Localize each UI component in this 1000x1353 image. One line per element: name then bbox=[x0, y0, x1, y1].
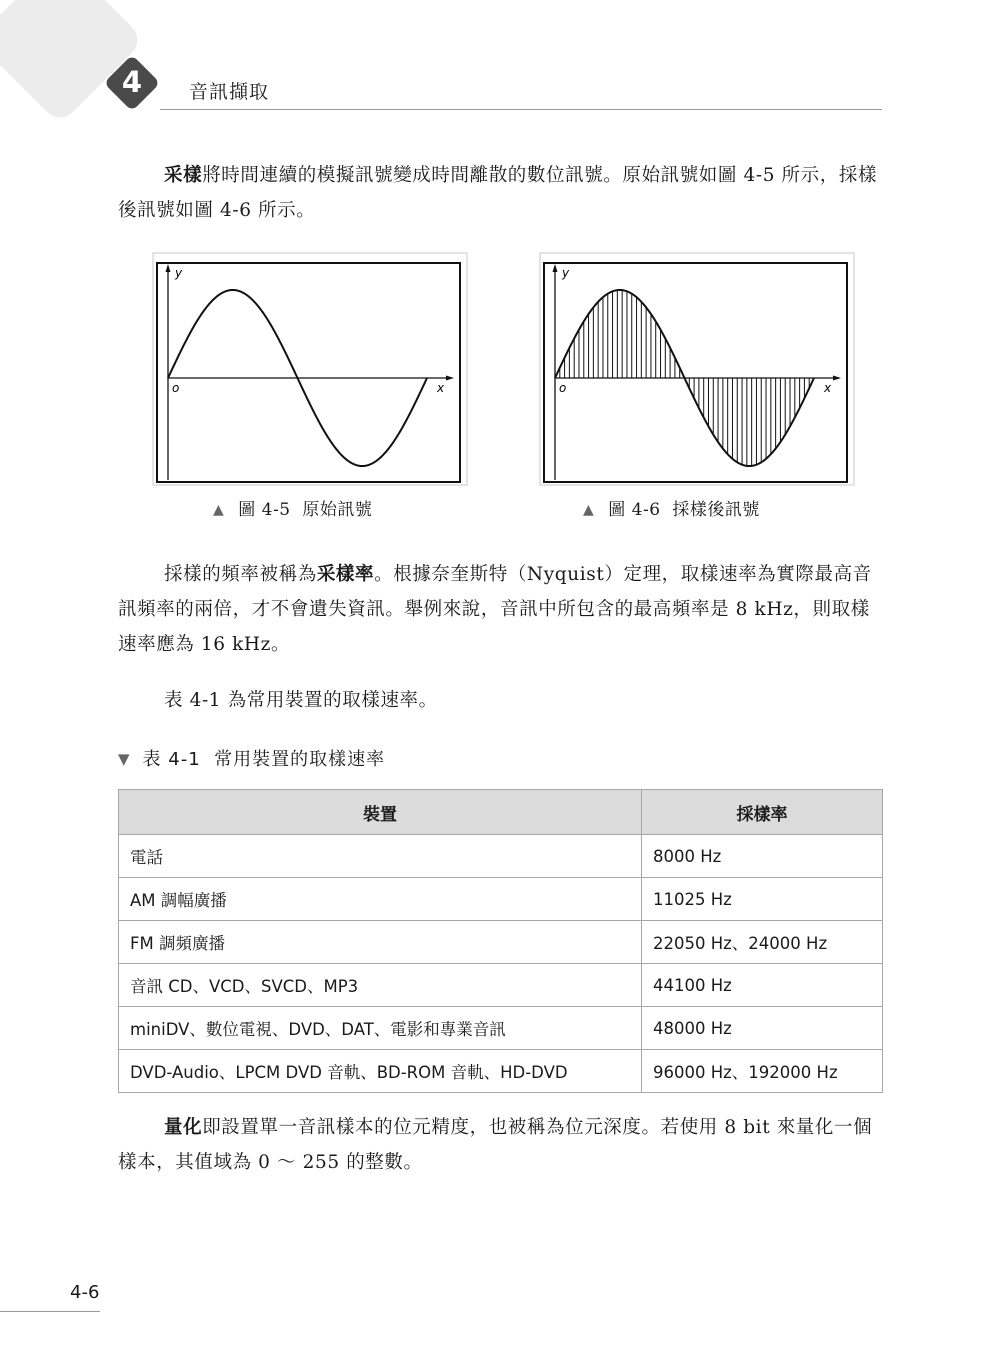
paragraph-quantization-text: 即設置單一音訊樣本的位元精度，也被稱為位元深度。若使用 8 bit 來量化一個樣本，其值域為 0 ～ 255 的整數。 bbox=[118, 1117, 873, 1173]
device-cell: DVD-Audio、LPCM DVD 音軌、BD-ROM 音軌、HD-DVD bbox=[119, 1050, 642, 1093]
page-number: 4-6 bbox=[70, 1282, 100, 1303]
figure-original-signal bbox=[152, 252, 468, 486]
table-row bbox=[119, 878, 883, 921]
paragraph-sampling-rate bbox=[118, 557, 883, 662]
table-number: 表 4-1 bbox=[142, 749, 201, 770]
y-axis-label: y bbox=[175, 266, 183, 280]
footer-rule bbox=[0, 1311, 100, 1312]
rate-cell: 8000 Hz bbox=[642, 835, 883, 878]
sampling-rate-table bbox=[118, 789, 883, 1093]
figure-caption-sampled bbox=[583, 495, 760, 520]
device-cell: FM 調頻廣播 bbox=[119, 921, 642, 964]
table-header-row bbox=[119, 790, 883, 835]
table-row bbox=[119, 1007, 883, 1050]
term-quantization: 量化 bbox=[164, 1117, 203, 1138]
rate-cell: 22050 Hz、24000 Hz bbox=[642, 921, 883, 964]
chapter-title: 音訊擷取 bbox=[189, 81, 270, 103]
chapter-number: 4 bbox=[121, 65, 143, 99]
table-row bbox=[119, 1050, 883, 1093]
figure-title: 原始訊號 bbox=[302, 500, 373, 520]
device-cell: miniDV、數位電視、DVD、DAT、電影和專業音訊 bbox=[119, 1007, 642, 1050]
rate-cell: 11025 Hz bbox=[642, 878, 883, 921]
column-header-rate: 採樣率 bbox=[642, 790, 883, 835]
table-row bbox=[119, 964, 883, 1007]
figure-title: 採樣後訊號 bbox=[672, 500, 760, 520]
paragraph-table-intro: 表 4-1 為常用裝置的取樣速率。 bbox=[164, 690, 438, 711]
origin-label: o bbox=[172, 381, 180, 395]
paragraph-sampling-rate-text-1: 採樣的頻率被稱為 bbox=[164, 564, 317, 585]
column-header-device: 裝置 bbox=[119, 790, 642, 835]
device-cell: 電話 bbox=[119, 835, 642, 878]
device-cell: 音訊 CD、VCD、SVCD、MP3 bbox=[119, 964, 642, 1007]
y-axis-label: y bbox=[562, 266, 570, 280]
table-title: 常用裝置的取樣速率 bbox=[214, 749, 386, 770]
header-rule bbox=[160, 109, 882, 110]
paragraph-sampling-text: 將時間連續的模擬訊號變成時間離散的數位訊號。原始訊號如圖 4-5 所示，採樣後訊號如圖 4-6 所示。 bbox=[118, 165, 878, 221]
paragraph-sampling-rate-text-2: 。根據奈奎斯特（Nyquist）定理，取樣速率為實際最高音訊頻率的兩倍，才不會遺失資訊。舉例來說，音訊中所包含的最高頻率是 8 kHz，則取樣速率應為 16 kHz。 bbox=[118, 564, 872, 655]
paragraph-sampling bbox=[118, 158, 883, 228]
figure-sampled-signal bbox=[539, 252, 855, 486]
device-cell: AM 調幅廣播 bbox=[119, 878, 642, 921]
x-axis-label: x bbox=[437, 381, 445, 395]
rate-cell: 48000 Hz bbox=[642, 1007, 883, 1050]
triangle-up-icon: ▲ bbox=[213, 502, 225, 518]
rate-cell: 44100 Hz bbox=[642, 964, 883, 1007]
table-row bbox=[119, 921, 883, 964]
figure-number: 圖 4-6 bbox=[608, 500, 661, 520]
figure-caption-original bbox=[213, 495, 372, 520]
table-row bbox=[119, 835, 883, 878]
triangle-up-icon: ▲ bbox=[583, 502, 595, 518]
term-sampling: 采樣 bbox=[164, 165, 203, 186]
x-axis-label: x bbox=[824, 381, 832, 395]
origin-label: o bbox=[559, 381, 567, 395]
table-caption bbox=[118, 745, 385, 771]
term-sampling-rate: 采樣率 bbox=[316, 564, 375, 585]
paragraph-quantization bbox=[118, 1110, 883, 1180]
rate-cell: 96000 Hz、192000 Hz bbox=[642, 1050, 883, 1093]
figure-number: 圖 4-5 bbox=[238, 500, 291, 520]
triangle-down-icon: ▼ bbox=[118, 750, 131, 768]
